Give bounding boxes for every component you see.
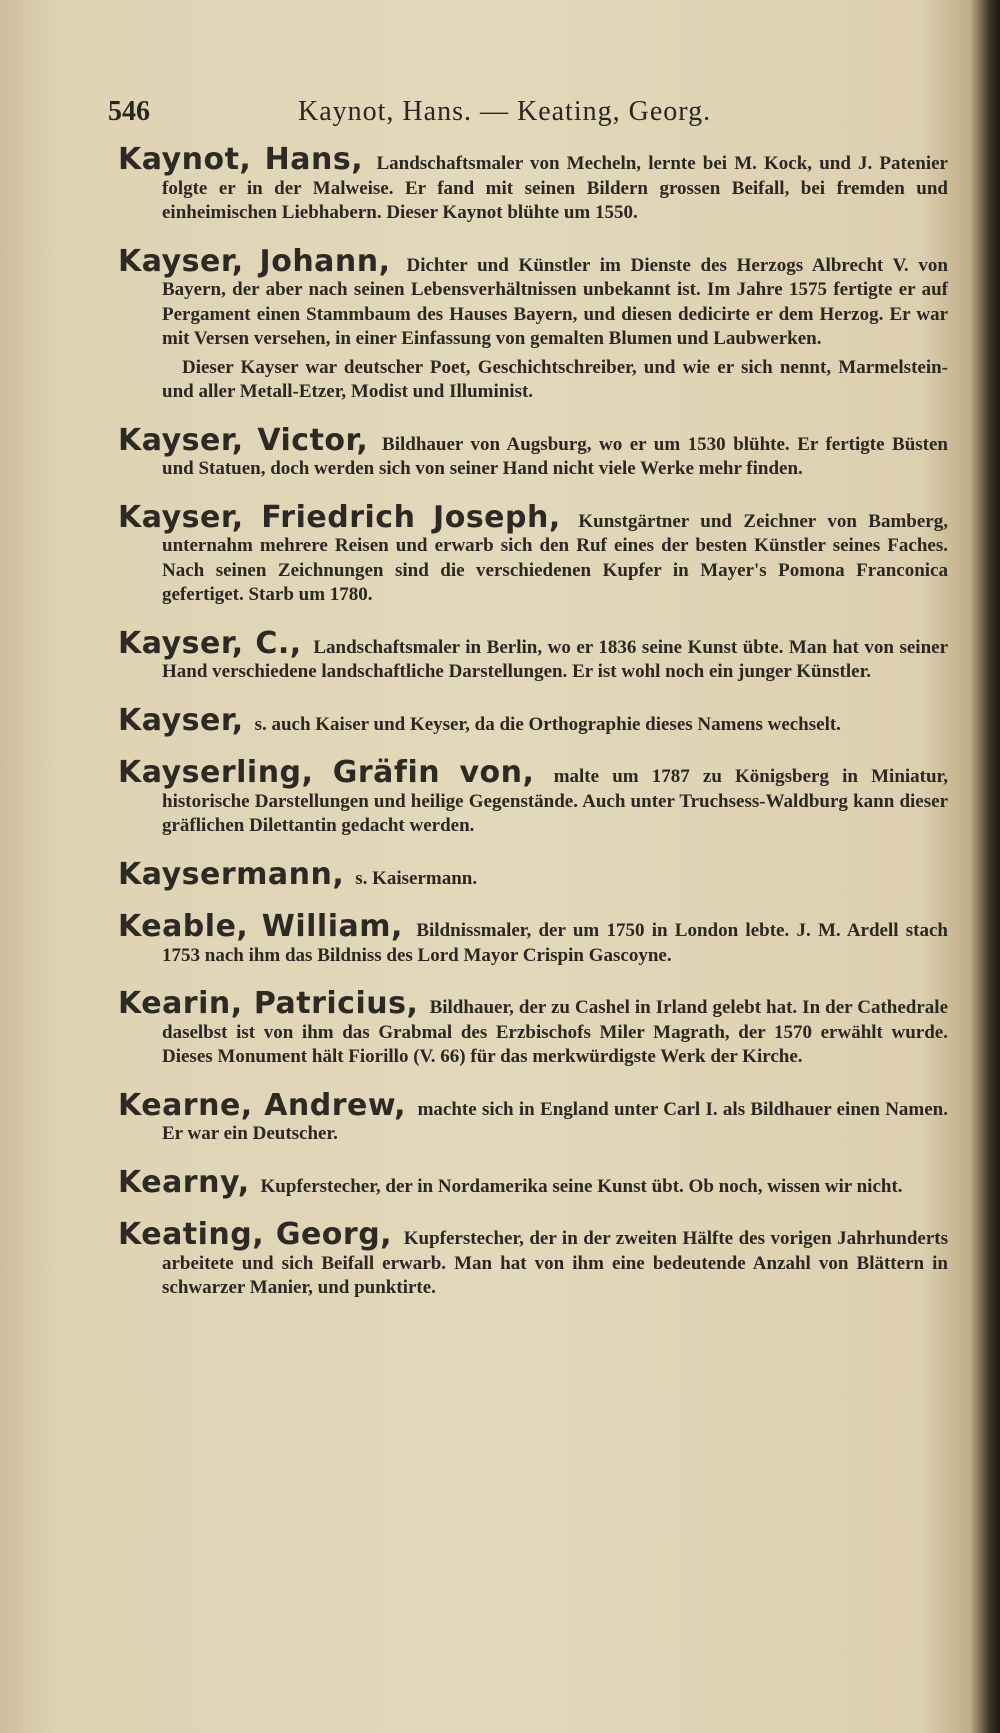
entry-headword: Keating, Georg, <box>118 1217 404 1252</box>
page-number: 546 <box>108 96 150 127</box>
entry-headword: Kearne, Andrew, <box>118 1087 418 1123</box>
entry-headword: Kayser, Victor, <box>118 422 383 458</box>
entry-headword: Kayser, <box>118 702 255 738</box>
entry-kearny <box>118 1164 948 1200</box>
dictionary-entries <box>118 142 949 1325</box>
entry-headword: Kearin, Patricius, <box>118 986 430 1021</box>
entry-kayser-johann <box>118 243 949 352</box>
entry-headword: Kearny, <box>118 1164 261 1200</box>
entry-keable-william <box>118 909 948 968</box>
entry-text: Bildhauer von Augsburg, wo er um 1530 blühte. Er fertigte Büsten und Statuen, doch werden sich von seiner Hand nicht viele Werke mehr finden. <box>162 433 948 479</box>
entry-headword: Kaysermann, <box>118 856 356 892</box>
entry-headword: Kayser, C., <box>118 625 314 661</box>
entry-text: s. Kaisermann. <box>355 867 478 889</box>
entry-kearne-andrew <box>118 1087 948 1147</box>
entry-kayser-victor <box>118 422 948 482</box>
entry-text: Landschaftsmaler in Berlin, wo er 1836 seine Kunst übte. Man hat von seiner Hand verschiedene landschaftliche Darstellungen. Er ist wohl noch ein junger Künstler. <box>162 636 949 682</box>
entry-kaysermann <box>118 856 948 892</box>
entry-headword: Kayser, Johann, <box>118 243 407 279</box>
entry-text: Bildhauer, der zu Cashel in Irland gelebt hat. In der Cathedrale daselbst ist von ihm das Grabmal des Erzbischofs Miler Magrath, der 1570 erwählt wurde. Dieses Monument hält Fiorillo (V. 66) für das merkwürdigste Werk der Kirche. <box>162 997 948 1067</box>
entry-text: Dichter und Künstler im Dienste des Herzogs Albrecht V. von Bayern, der aber nach seinen Lebensverhältnissen unbekannt ist. Im Jahre 1575 fertigte er auf Pergament einen Stammbaum des Hauses Bayern, und diesen dedicirte er dem Herzog. Er war mit Versen versehen, in einer Einfassung von gemalten Blumen und Laubwerken. <box>162 254 949 349</box>
entry-headword: Kayserling, Gräfin von, <box>118 755 554 790</box>
entry-kayser-see-also <box>118 702 948 738</box>
entry-headword: Keable, William, <box>118 909 417 944</box>
entry-text: Kunstgärtner und Zeichner von Bamberg, unternahm mehrere Reisen und erwarb sich den Ruf eines der besten Künstler seines Faches. Nach seinen Zeichnungen sind die verschiedenen Kupfer in Mayer's Pomona Franconica gefertiget. Starb um 1780. <box>162 510 948 605</box>
entry-kearin-patricius <box>118 986 948 1070</box>
entry-kayser-johann-continued <box>118 356 948 405</box>
entry-text: machte sich in England unter Carl I. als Bildhauer einen Namen. Er war ein Deutscher. <box>162 1098 948 1144</box>
running-title: Kaynot, Hans. — Keating, Georg. <box>298 96 712 127</box>
entry-text: Bildnissmaler, der um 1750 in London lebte. J. M. Ardell stach 1753 nach ihm das Bildniss des Lord Mayor Crispin Gascoyne. <box>162 920 948 966</box>
entry-headword: Kaynot, Hans, <box>118 142 377 177</box>
entry-kaynot-hans <box>118 142 948 226</box>
entry-text-continued: Dieser Kayser war deutscher Poet, Geschichtschreiber, und wie er sich nennt, Marmelstein- und aller Metall-Etzer, Modist und Illuminist. <box>162 356 948 402</box>
entry-headword: Kayser, Friedrich Joseph, <box>118 499 579 535</box>
entry-kayser-c <box>118 625 949 685</box>
entry-text: malte um 1787 zu Königsberg in Miniatur, historische Darstellungen und heilige Gegenstände. Auch unter Truchsess-Waldburg kann dieser gräflichen Dilettantin gedacht werden. <box>162 766 948 836</box>
entry-text: s. auch Kaiser und Keyser, da die Orthographie dieses Namens wechselt. <box>254 713 841 735</box>
entry-text: Kupferstecher, der in Nordamerika seine Kunst übt. Ob noch, wissen wir nicht. <box>260 1175 903 1197</box>
entry-kayser-friedrich-joseph <box>118 499 948 608</box>
entry-keating-georg <box>118 1217 948 1301</box>
entry-text: Kupferstecher, der in der zweiten Hälfte des vorigen Jahrhunderts arbeitete und sich Beifall erwarb. Man hat von ihm eine bedeutende Anzahl von Blättern in schwarzer Manier, und punktirte. <box>162 1228 948 1298</box>
entry-text: Landschaftsmaler von Mecheln, lernte bei M. Kock, und J. Patenier folgte er in der Malweise. Er fand mit seinen Bildern grossen Beifall, bei fremden und einheimischen Liebhabern. Dieser Kaynot blühte um 1550. <box>162 153 948 223</box>
entry-kayserling <box>118 755 948 839</box>
